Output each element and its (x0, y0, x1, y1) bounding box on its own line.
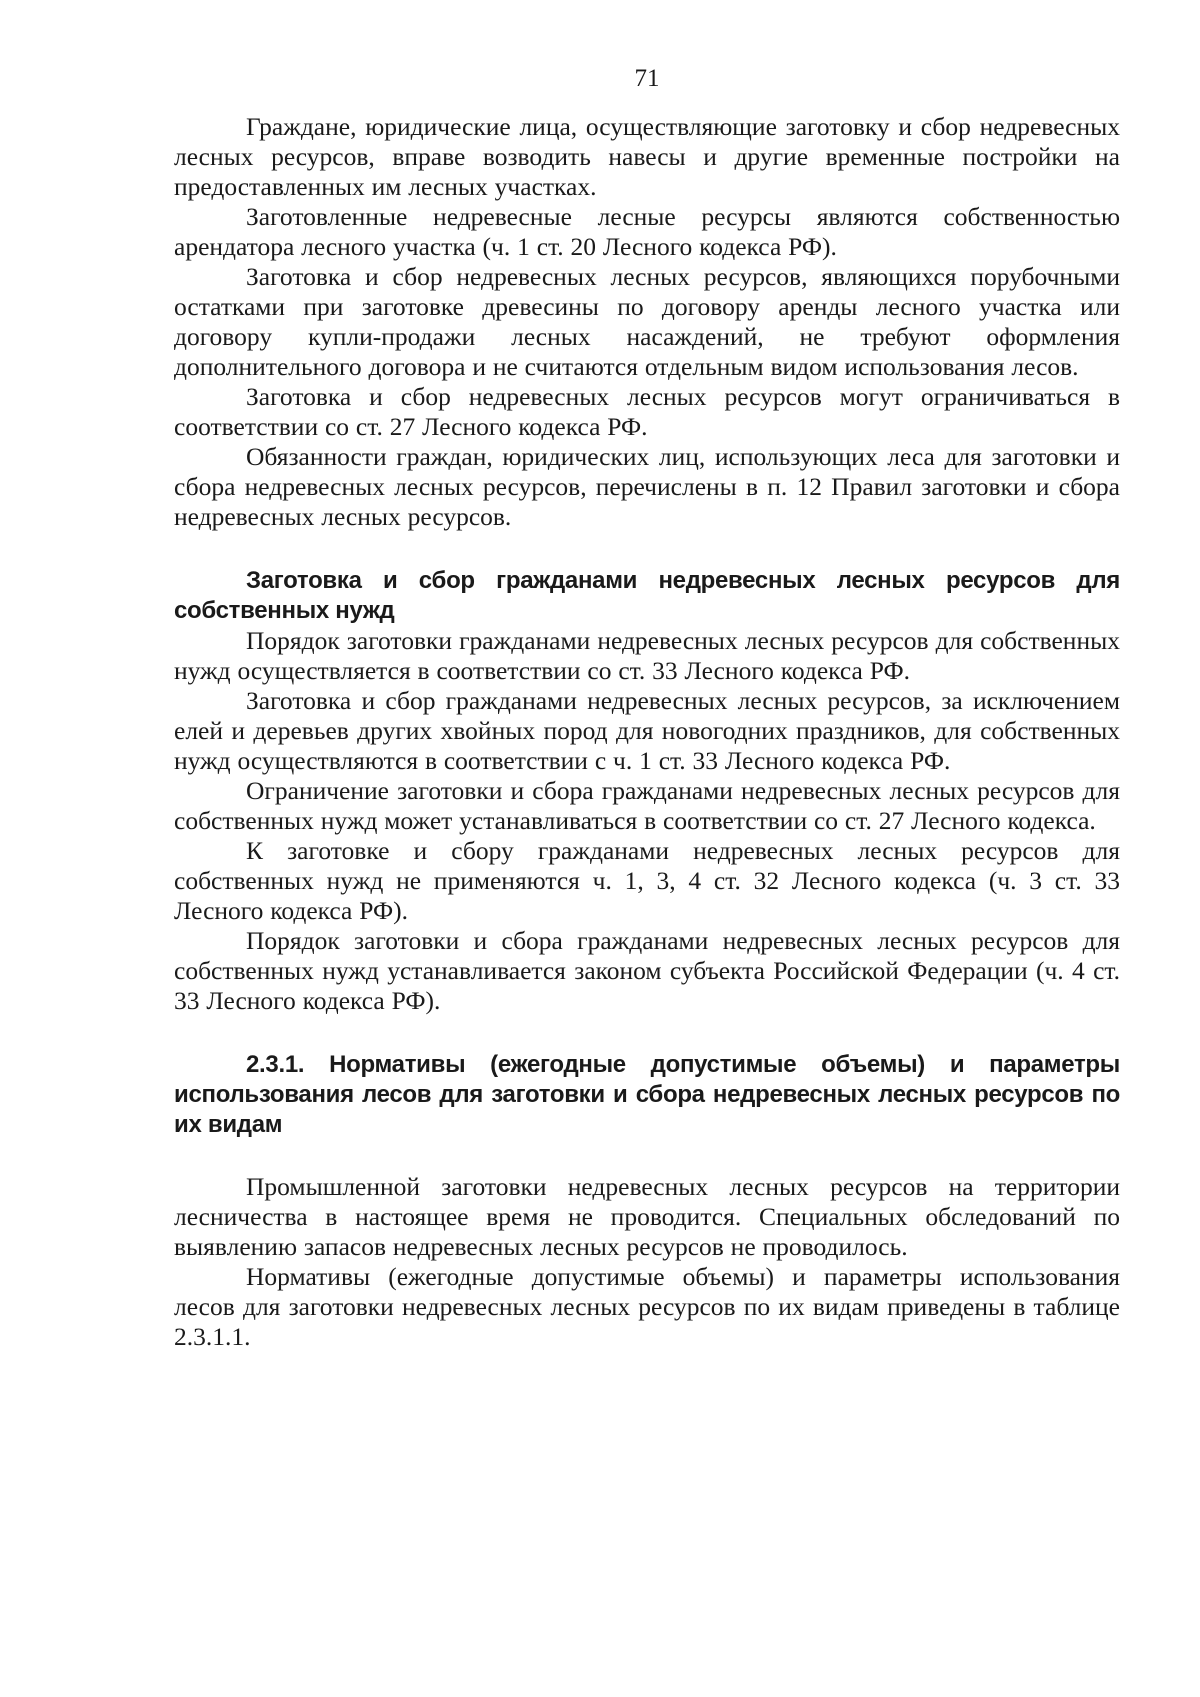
paragraph: Заготовка и сбор недревесных лесных ресурсов могут ограничиваться в соответствии со ст. 27 Лесного кодекса РФ. (174, 382, 1120, 441)
document-page (174, 64, 1120, 1352)
paragraph: Нормативы (ежегодные допустимые объемы) и параметры использования лесов для заготовки недревесных лесных ресурсов по их видам приведены в таблице 2.3.1.1. (174, 1262, 1120, 1351)
paragraph: Заготовленные недревесные лесные ресурсы являются собственностью арендатора лесного участка (ч. 1 ст. 20 Лесного кодекса РФ). (174, 202, 1120, 261)
section-heading: Заготовка и сбор гражданами недревесных лесных ресурсов для собственных нужд (174, 567, 1120, 624)
subsection-heading: 2.3.1. Нормативы (ежегодные допустимые объемы) и параметры использования лесов для заготовки и сбора недревесных лесных ресурсов по их видам (174, 1051, 1120, 1138)
paragraph: Заготовка и сбор недревесных лесных ресурсов, являющихся порубочными остатками при заготовке древесины по договору аренды лесного участка или договору купли-продажи лесных насаждений, не требуют оформления дополнительного договора и не считаются отдельным видом использования лесов. (174, 262, 1120, 381)
paragraph: Ограничение заготовки и сбора гражданами недревесных лесных ресурсов для собственных нужд может устанавливаться в соответствии со ст. 27 Лесного кодекса. (174, 776, 1120, 835)
section-2-3-1 (174, 1050, 1120, 1352)
paragraph: Порядок заготовки и сбора гражданами недревесных лесных ресурсов для собственных нужд устанавливается законом субъекта Российской Федерации (ч. 4 ст. 33 Лесного кодекса РФ). (174, 926, 1120, 1015)
intro-block (174, 112, 1120, 532)
section-own-needs (174, 566, 1120, 1016)
spacer (174, 532, 1120, 566)
paragraph: Порядок заготовки гражданами недревесных лесных ресурсов для собственных нужд осуществляется в соответствии со ст. 33 Лесного кодекса РФ. (174, 626, 1120, 685)
paragraph: Обязанности граждан, юридических лиц, использующих леса для заготовки и сбора недревесных лесных ресурсов, перечислены в п. 12 Правил заготовки и сбора недревесных лесных ресурсов. (174, 442, 1120, 531)
spacer (174, 1140, 1120, 1172)
paragraph: К заготовке и сбору гражданами недревесных лесных ресурсов для собственных нужд не применяются ч. 1, 3, 4 ст. 32 Лесного кодекса (ч. 3 ст. 33 Лесного кодекса РФ). (174, 836, 1120, 925)
paragraph: Промышленной заготовки недревесных лесных ресурсов на территории лесничества в настоящее время не проводится. Специальных обследований по выявлению запасов недревесных лесных ресурсов не проводилось. (174, 1172, 1120, 1261)
paragraph: Граждане, юридические лица, осуществляющие заготовку и сбор недревесных лесных ресурсов, вправе возводить навесы и другие временные постройки на предоставленных им лесных участках. (174, 112, 1120, 201)
page-number: 71 (634, 65, 660, 92)
paragraph: Заготовка и сбор гражданами недревесных лесных ресурсов, за исключением елей и деревьев других хвойных пород для новогодних праздников, для собственных нужд осуществляются в соответствии с ч. 1 ст. 33 Лесного кодекса РФ. (174, 686, 1120, 775)
spacer (174, 1016, 1120, 1050)
